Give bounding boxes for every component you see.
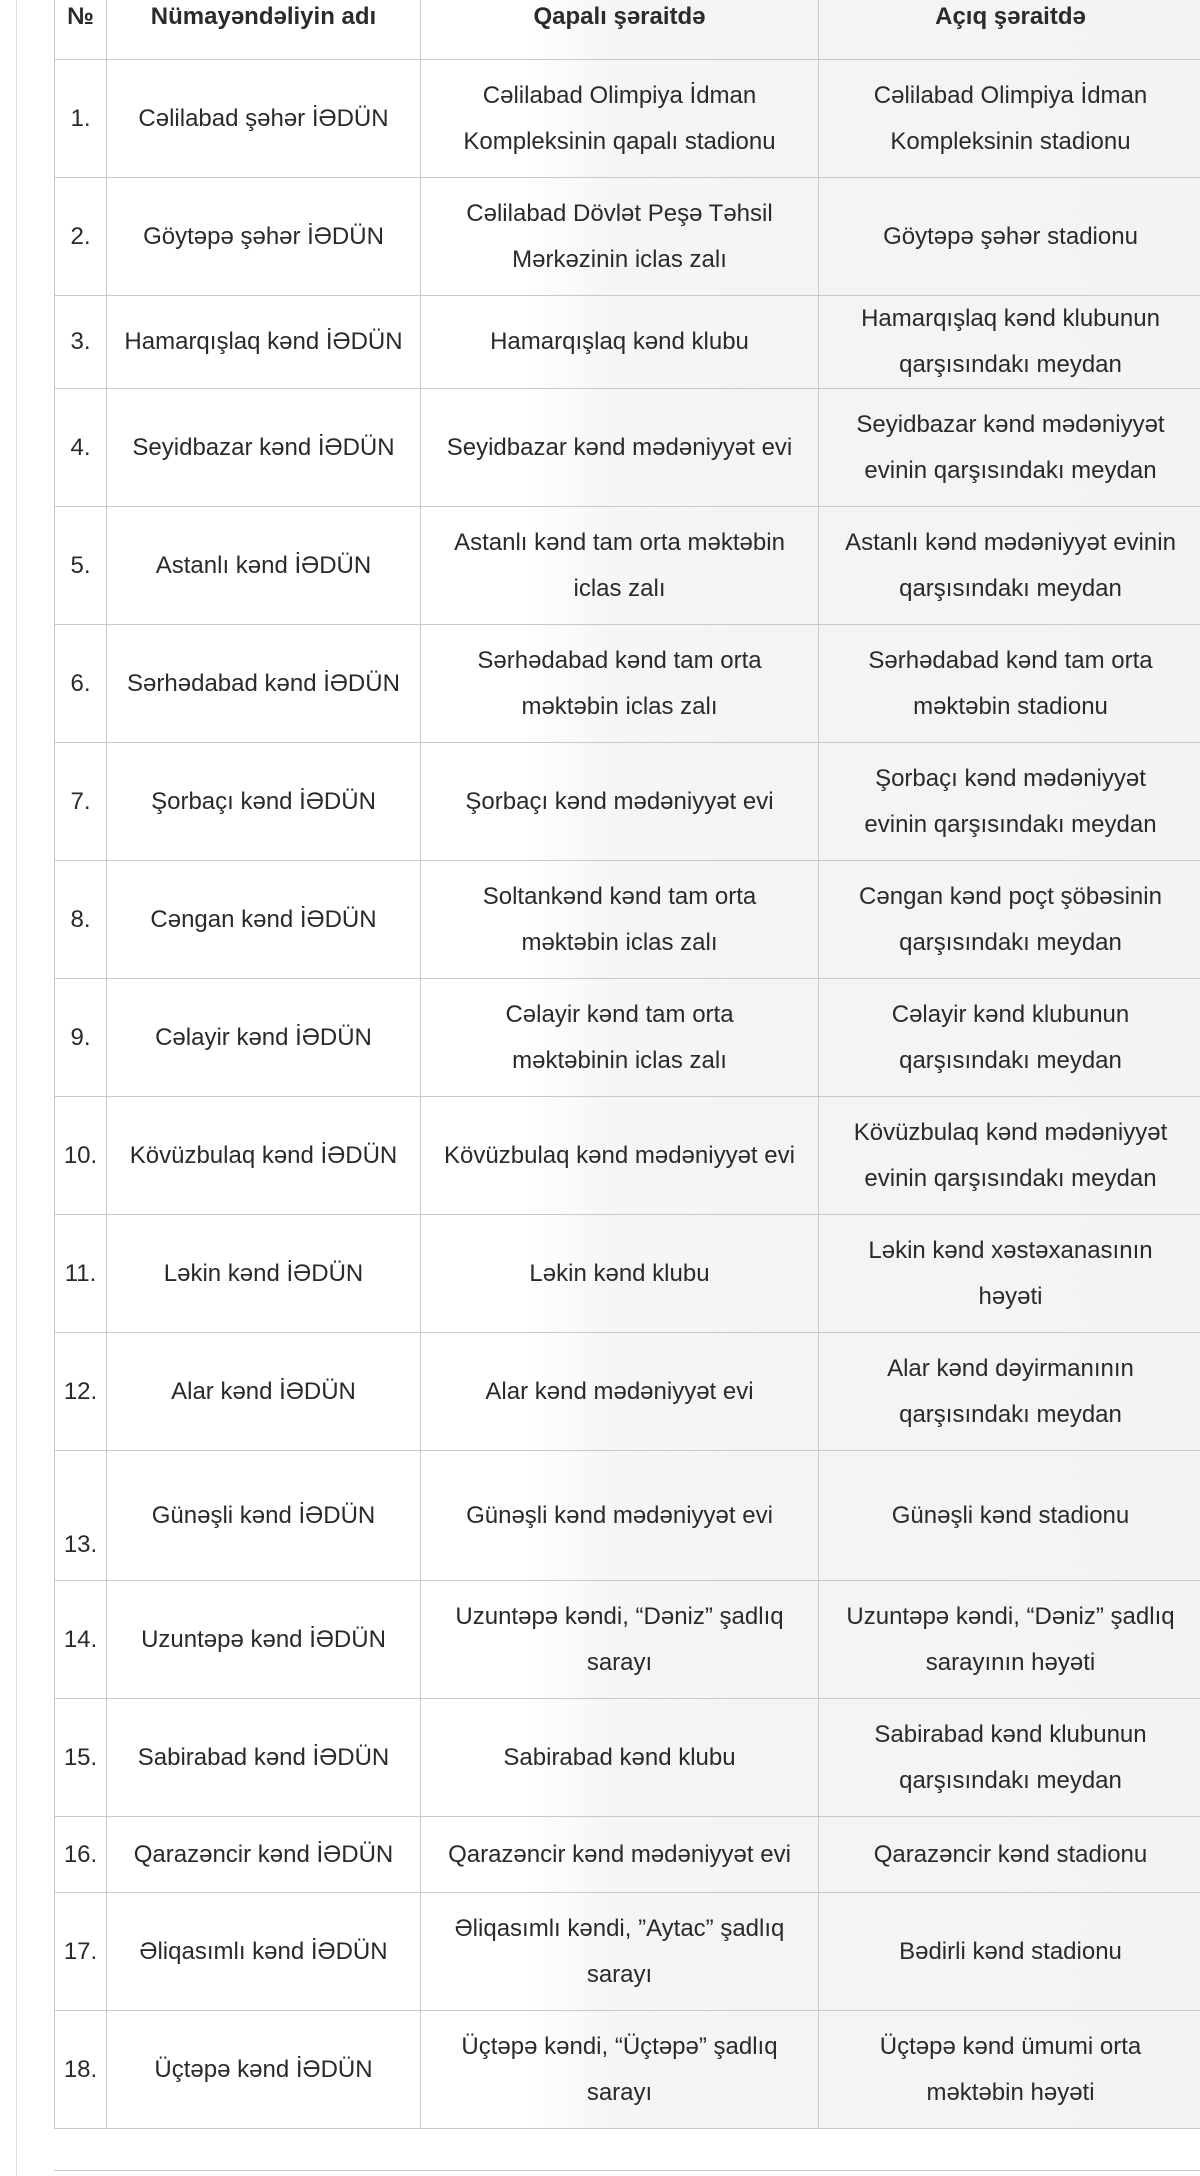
outdoor-venue-line: qarşısındakı meydan — [899, 1400, 1122, 1428]
row-number: 15. — [55, 1699, 107, 1817]
indoor-venue-line: Uzuntəpə kəndi, “Dəniz” şadlıq — [455, 1602, 784, 1630]
outdoor-venue-line: Şorbaçı kənd mədəniyyət — [875, 764, 1146, 792]
indoor-venue-line: Günəşli kənd mədəniyyət evi — [466, 1501, 773, 1529]
outdoor-venue-line: Kompleksinin stadionu — [890, 127, 1131, 155]
outdoor-venue — [819, 60, 1200, 178]
indoor-venue-line: iclas zalı — [573, 574, 666, 602]
page-left-border — [16, 0, 17, 2176]
table-row — [55, 178, 1200, 296]
outdoor-venue — [819, 507, 1200, 625]
outdoor-venue-line: qarşısındakı meydan — [899, 574, 1122, 602]
indoor-venue-line: sarayı — [586, 2078, 653, 2106]
outdoor-venue-line: Ləkin kənd xəstəxanasının — [868, 1236, 1153, 1264]
outdoor-venue-line: Alar kənd dəyirmanının — [887, 1354, 1134, 1382]
outdoor-venue-line: məktəbin stadionu — [913, 692, 1108, 720]
representation-name: Kövüzbulaq kənd İƏDÜN — [107, 1097, 421, 1215]
representation-name: Sabirabad kənd İƏDÜN — [107, 1699, 421, 1817]
outdoor-venue-line: Qarazəncir kənd stadionu — [873, 1840, 1148, 1868]
outdoor-venue — [819, 861, 1200, 979]
row-number: 1. — [55, 60, 107, 178]
indoor-venue-line: Mərkəzinin iclas zalı — [512, 245, 727, 273]
indoor-venue-line: Qarazəncir kənd mədəniyyət evi — [448, 1840, 791, 1868]
table-row — [55, 1215, 1200, 1333]
row-number: 14. — [55, 1581, 107, 1699]
indoor-venue-line: məktəbin iclas zalı — [521, 692, 718, 720]
table-row — [55, 507, 1200, 625]
outdoor-venue-line: Uzuntəpə kəndi, “Dəniz” şadlıq — [846, 1602, 1175, 1630]
indoor-venue — [421, 1817, 819, 1893]
indoor-venue — [421, 1097, 819, 1215]
representation-name: Uzuntəpə kənd İƏDÜN — [107, 1581, 421, 1699]
indoor-venue — [421, 1333, 819, 1451]
table-row — [55, 743, 1200, 861]
row-number: 4. — [55, 389, 107, 507]
outdoor-venue — [819, 979, 1200, 1097]
indoor-venue-line: Üçtəpə kəndi, “Üçtəpə” şadlıq — [461, 2032, 778, 2060]
table-row — [55, 1817, 1200, 1893]
indoor-venue-line: Cəlilabad Dövlət Peşə Təhsil — [466, 199, 773, 227]
venues-table — [54, 0, 1200, 2129]
representation-name: Üçtəpə kənd İƏDÜN — [107, 2011, 421, 2129]
indoor-venue — [421, 2011, 819, 2129]
outdoor-venue — [819, 389, 1200, 507]
row-number: 10. — [55, 1097, 107, 1215]
indoor-venue-line: Əliqasımlı kəndi, ”Aytac” şadlıq — [454, 1914, 785, 1942]
row-number: 5. — [55, 507, 107, 625]
representation-name: Qarazəncir kənd İƏDÜN — [107, 1817, 421, 1893]
indoor-venue-line: Cəlilabad Olimpiya İdman — [482, 81, 757, 109]
outdoor-venue — [819, 1817, 1200, 1893]
representation-name: Şorbaçı kənd İƏDÜN — [107, 743, 421, 861]
indoor-venue — [421, 979, 819, 1097]
table-row — [55, 296, 1200, 389]
representation-name: Əliqasımlı kənd İƏDÜN — [107, 1893, 421, 2011]
outdoor-venue-line: Günəşli kənd stadionu — [891, 1501, 1130, 1529]
outdoor-venue — [819, 1333, 1200, 1451]
outdoor-venue-line: məktəbin həyəti — [926, 2078, 1095, 2106]
table-row — [55, 1699, 1200, 1817]
indoor-venue-line: Alar kənd mədəniyyət evi — [485, 1377, 754, 1405]
indoor-venue-line: məktəbinin iclas zalı — [512, 1046, 727, 1074]
outdoor-venue-line: Cəlilabad Olimpiya İdman — [873, 81, 1148, 109]
indoor-venue-line: Kompleksinin qapalı stadionu — [463, 127, 776, 155]
row-number: 12. — [55, 1333, 107, 1451]
row-number: 16. — [55, 1817, 107, 1893]
representation-name: Cəlayir kənd İƏDÜN — [107, 979, 421, 1097]
outdoor-venue-line: Üçtəpə kənd ümumi orta — [879, 2032, 1142, 2060]
row-number: 18. — [55, 2011, 107, 2129]
indoor-venue-line: Ləkin kənd klubu — [529, 1259, 710, 1287]
outdoor-venue — [819, 743, 1200, 861]
header-outdoor: Açıq şəraitdə — [819, 0, 1200, 60]
header-number: № — [55, 0, 107, 60]
outdoor-venue-line: evinin qarşısındakı meydan — [864, 1164, 1157, 1192]
indoor-venue-line: Cəlayir kənd tam orta — [505, 1000, 734, 1028]
representation-name: Günəşli kənd İƏDÜN — [107, 1451, 421, 1581]
indoor-venue-line: sarayı — [586, 1960, 653, 1988]
table-row — [55, 1581, 1200, 1699]
outdoor-venue — [819, 296, 1200, 389]
indoor-venue — [421, 296, 819, 389]
table-row — [55, 625, 1200, 743]
indoor-venue-line: Astanlı kənd tam orta məktəbin — [454, 528, 785, 556]
representation-name: Ləkin kənd İƏDÜN — [107, 1215, 421, 1333]
outdoor-venue — [819, 1097, 1200, 1215]
representation-name: Hamarqışlaq kənd İƏDÜN — [107, 296, 421, 389]
indoor-venue-line: Sərhədabad kənd tam orta — [477, 646, 762, 674]
indoor-venue-line: Kövüzbulaq kənd mədəniyyət evi — [444, 1141, 795, 1169]
representation-name: Göytəpə şəhər İƏDÜN — [107, 178, 421, 296]
table-row — [55, 389, 1200, 507]
indoor-venue — [421, 625, 819, 743]
row-number: 3. — [55, 296, 107, 389]
indoor-venue — [421, 60, 819, 178]
representation-name: Alar kənd İƏDÜN — [107, 1333, 421, 1451]
outdoor-venue — [819, 1215, 1200, 1333]
table-bottom-border — [54, 2170, 1200, 2171]
outdoor-venue — [819, 178, 1200, 296]
indoor-venue-line: Hamarqışlaq kənd klubu — [490, 328, 749, 355]
outdoor-venue-line: Kövüzbulaq kənd mədəniyyət — [853, 1118, 1168, 1146]
outdoor-venue-line: evinin qarşısındakı meydan — [864, 456, 1157, 484]
indoor-venue — [421, 1893, 819, 2011]
indoor-venue-line: Şorbaçı kənd mədəniyyət evi — [465, 787, 774, 815]
table-row — [55, 1893, 1200, 2011]
table-body — [55, 60, 1200, 2129]
outdoor-venue-line: evinin qarşısındakı meydan — [864, 810, 1157, 838]
row-number: 13. — [55, 1451, 107, 1581]
indoor-venue — [421, 1451, 819, 1581]
header-name: Nümayəndəliyin adı — [107, 0, 421, 60]
row-number: 6. — [55, 625, 107, 743]
indoor-venue — [421, 1215, 819, 1333]
table-container — [54, 0, 1200, 2170]
indoor-venue-line: Sabirabad kənd klubu — [503, 1743, 736, 1771]
outdoor-venue-line: Seyidbazar kənd mədəniyyət — [856, 410, 1165, 438]
row-number: 11. — [55, 1215, 107, 1333]
table-row — [55, 1451, 1200, 1581]
outdoor-venue — [819, 1699, 1200, 1817]
representation-name: Cəlilabad şəhər İƏDÜN — [107, 60, 421, 178]
row-number: 8. — [55, 861, 107, 979]
table-row — [55, 861, 1200, 979]
representation-name: Sərhədabad kənd İƏDÜN — [107, 625, 421, 743]
indoor-venue-line: Soltankənd kənd tam orta — [482, 882, 757, 910]
table-row — [55, 1333, 1200, 1451]
outdoor-venue-line: qarşısındakı meydan — [899, 1046, 1122, 1074]
outdoor-venue-line: həyəti — [978, 1282, 1043, 1310]
header-indoor: Qapalı şəraitdə — [421, 0, 819, 60]
header-row — [55, 0, 1200, 60]
table-row — [55, 2011, 1200, 2129]
outdoor-venue-line: Cəlayir kənd klubunun — [891, 1000, 1130, 1028]
outdoor-venue — [819, 1581, 1200, 1699]
representation-name: Seyidbazar kənd İƏDÜN — [107, 389, 421, 507]
representation-name: Astanlı kənd İƏDÜN — [107, 507, 421, 625]
indoor-venue — [421, 389, 819, 507]
outdoor-venue — [819, 2011, 1200, 2129]
outdoor-venue — [819, 1451, 1200, 1581]
outdoor-venue-line: qarşısındakı meydan — [899, 928, 1122, 956]
table-row — [55, 60, 1200, 178]
outdoor-venue-line: sarayının həyəti — [925, 1648, 1096, 1676]
row-number: 2. — [55, 178, 107, 296]
indoor-venue-line: sarayı — [586, 1648, 653, 1676]
outdoor-venue-line: Cəngan kənd poçt şöbəsinin — [859, 882, 1162, 910]
indoor-venue — [421, 178, 819, 296]
table-row — [55, 979, 1200, 1097]
outdoor-venue — [819, 1893, 1200, 2011]
indoor-venue — [421, 743, 819, 861]
outdoor-venue-line: Sərhədabad kənd tam orta — [868, 646, 1153, 674]
indoor-venue — [421, 1581, 819, 1699]
outdoor-venue — [819, 625, 1200, 743]
outdoor-venue-line: Sabirabad kənd klubunun — [874, 1720, 1147, 1748]
outdoor-venue-line: Astanlı kənd mədəniyyət evinin — [845, 528, 1176, 556]
outdoor-venue-line: Hamarqışlaq kənd klubunun — [861, 305, 1160, 332]
indoor-venue-line: Seyidbazar kənd mədəniyyət evi — [446, 433, 793, 461]
table-row — [55, 1097, 1200, 1215]
outdoor-venue-line: Bədirli kənd stadionu — [899, 1937, 1122, 1965]
indoor-venue — [421, 507, 819, 625]
outdoor-venue-line: qarşısındakı meydan — [899, 351, 1122, 378]
row-number: 9. — [55, 979, 107, 1097]
outdoor-venue-line: Göytəpə şəhər stadionu — [883, 222, 1138, 250]
indoor-venue — [421, 861, 819, 979]
outdoor-venue-line: qarşısındakı meydan — [899, 1766, 1122, 1794]
row-number: 17. — [55, 1893, 107, 2011]
indoor-venue-line: məktəbin iclas zalı — [521, 928, 718, 956]
row-number: 7. — [55, 743, 107, 861]
indoor-venue — [421, 1699, 819, 1817]
representation-name: Cəngan kənd İƏDÜN — [107, 861, 421, 979]
